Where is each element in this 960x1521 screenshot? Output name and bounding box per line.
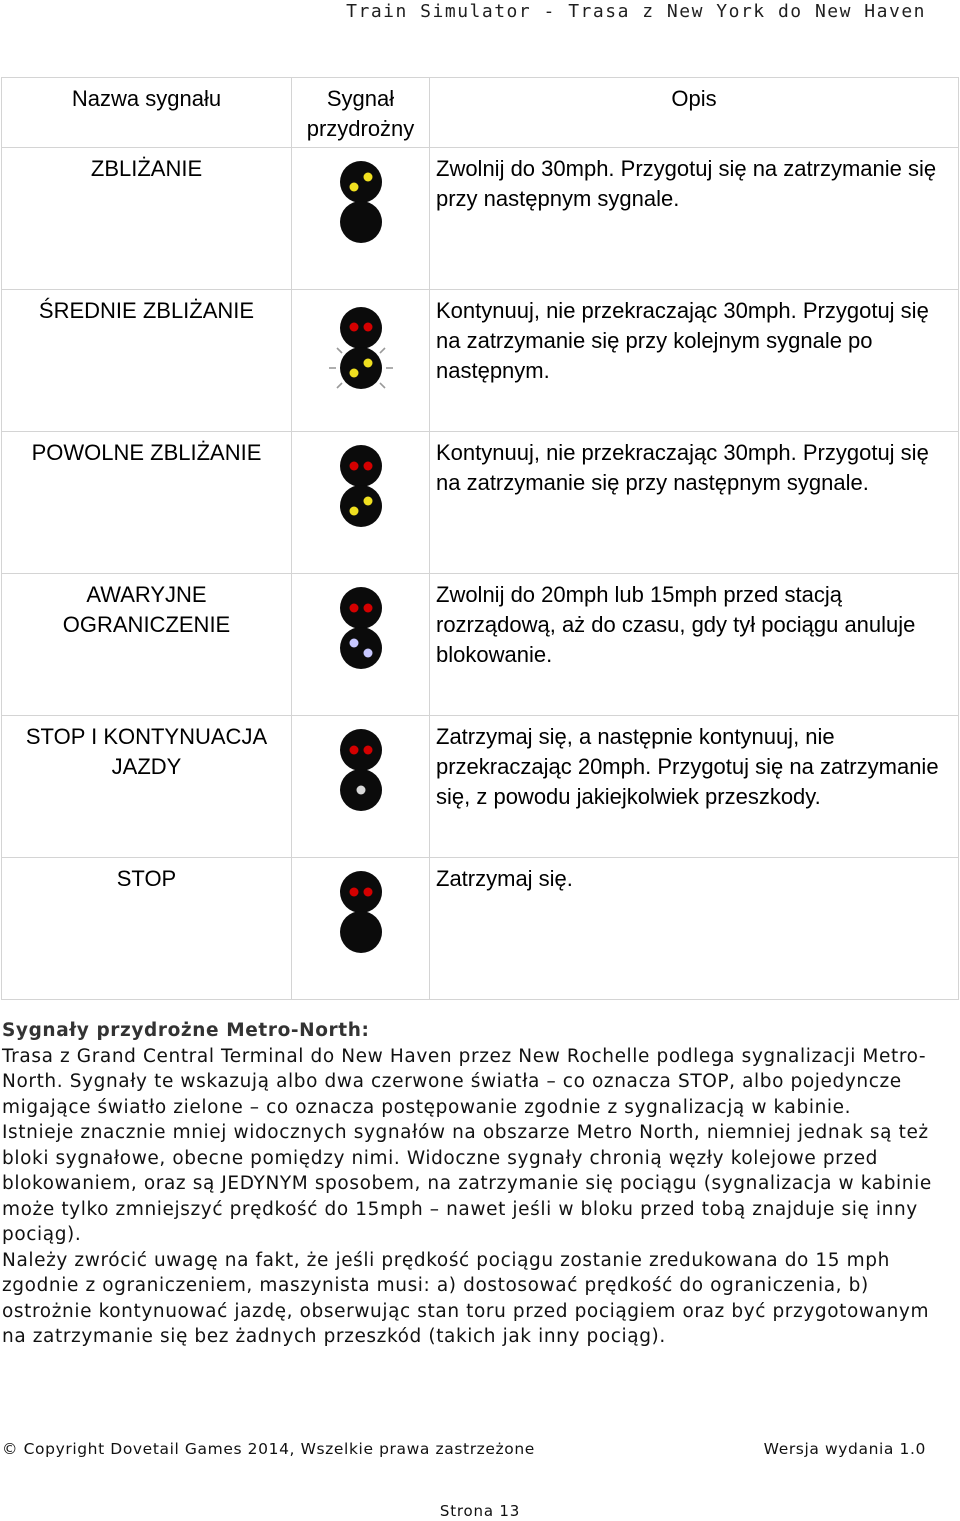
- body-text: [2, 1018, 952, 1350]
- signal-stop-icon: [331, 870, 391, 954]
- signal-name: ŚREDNIE ZBLIŻANIE: [2, 290, 292, 432]
- version-text: Wersja wydania 1.0: [763, 1440, 926, 1458]
- header-description: Opis: [430, 78, 959, 148]
- page-footer: [2, 1440, 926, 1462]
- header-name: Nazwa sygnału: [2, 78, 292, 148]
- table-row: [2, 432, 959, 574]
- signal-approach-icon: [331, 160, 391, 244]
- paragraph: Trasa z Grand Central Terminal do New Haven przez New Rochelle podlega sygnalizacji Metro-North. Sygnały te wskazują albo dwa czerwone światła – co oznacza STOP, albo pojedyncze migające światło zielone – co oznacza postępowanie zgodnie z sygnalizacją w kabinie.: [2, 1045, 927, 1118]
- signal-description: Zwolnij do 20mph lub 15mph przed stacją rozrządową, aż do czasu, gdy tył pociągu anuluje blokowanie.: [430, 574, 959, 716]
- table-row: [2, 574, 959, 716]
- signal-approach-slow-icon: [331, 444, 391, 528]
- table-header-row: [2, 78, 959, 148]
- table-row: [2, 716, 959, 858]
- signal-name: STOP I KONTYNUACJA JAZDY: [2, 716, 292, 858]
- section-title: Sygnały przydrożne Metro-North:: [2, 1020, 370, 1041]
- signal-description: Kontynuuj, nie przekraczając 30mph. Przygotuj się na zatrzymanie się przy następnym sygnale.: [430, 432, 959, 574]
- signal-description: Zatrzymaj się.: [430, 858, 959, 1000]
- page-header: Train Simulator - Trasa z New York do New Haven: [346, 1, 926, 22]
- signal-name: STOP: [2, 858, 292, 1000]
- paragraph: Istnieje znacznie mniej widocznych sygnałów na obszarze Metro North, niemniej jednak są też bloki sygnałowe, obecne pomiędzy nimi. Widoczne sygnały chronią węzły kolejowe przed blokowaniem, oraz są JEDYNYM sposobem, na zatrzymanie się pociągu (sygnalizacja w kabinie może tylko zmniejszyć prędkość do 15mph – nawet jeśli w bloku przed tobą znajduje się inny pociąg).: [2, 1122, 932, 1245]
- table-row: [2, 148, 959, 290]
- header-signal: Sygnał przydrożny: [292, 78, 430, 148]
- page-number: Strona 13: [439, 1502, 521, 1520]
- table-row: [2, 858, 959, 1000]
- signal-description: Zatrzymaj się, a następnie kontynuuj, nie przekraczając 20mph. Przygotuj się na zatrzymanie się, z powodu jakiejkolwiek przeszkody.: [430, 716, 959, 858]
- signal-stop-and-proceed-icon: [331, 728, 391, 812]
- signal-table: [1, 77, 959, 1000]
- signal-description: Kontynuuj, nie przekraczając 30mph. Przygotuj się na zatrzymanie się przy kolejnym sygnale po następnym.: [430, 290, 959, 432]
- paragraph: Należy zwrócić uwagę na fakt, że jeśli prędkość pociągu zostanie zredukowana do 15 mph zgodnie z ograniczeniem, maszynista musi: a) dostosować prędkość do ograniczenia, b) ostrożnie kontynuować jazdę, obserwując stan toru przed pociągiem oraz być przygotowanym na zatrzymanie się bez żadnych przeszkód (takich jak inny pociąg).: [2, 1249, 930, 1347]
- signal-name: AWARYJNE OGRANICZENIE: [2, 574, 292, 716]
- signal-name: ZBLIŻANIE: [2, 148, 292, 290]
- signal-restricting-icon: [331, 586, 391, 670]
- signal-description: Zwolnij do 30mph. Przygotuj się na zatrzymanie się przy następnym sygnale.: [430, 148, 959, 290]
- signal-approach-medium-icon: [325, 302, 397, 396]
- table-row: [2, 290, 959, 432]
- signal-name: POWOLNE ZBLIŻANIE: [2, 432, 292, 574]
- copyright-text: © Copyright Dovetail Games 2014, Wszelkie prawa zastrzeżone: [2, 1440, 535, 1458]
